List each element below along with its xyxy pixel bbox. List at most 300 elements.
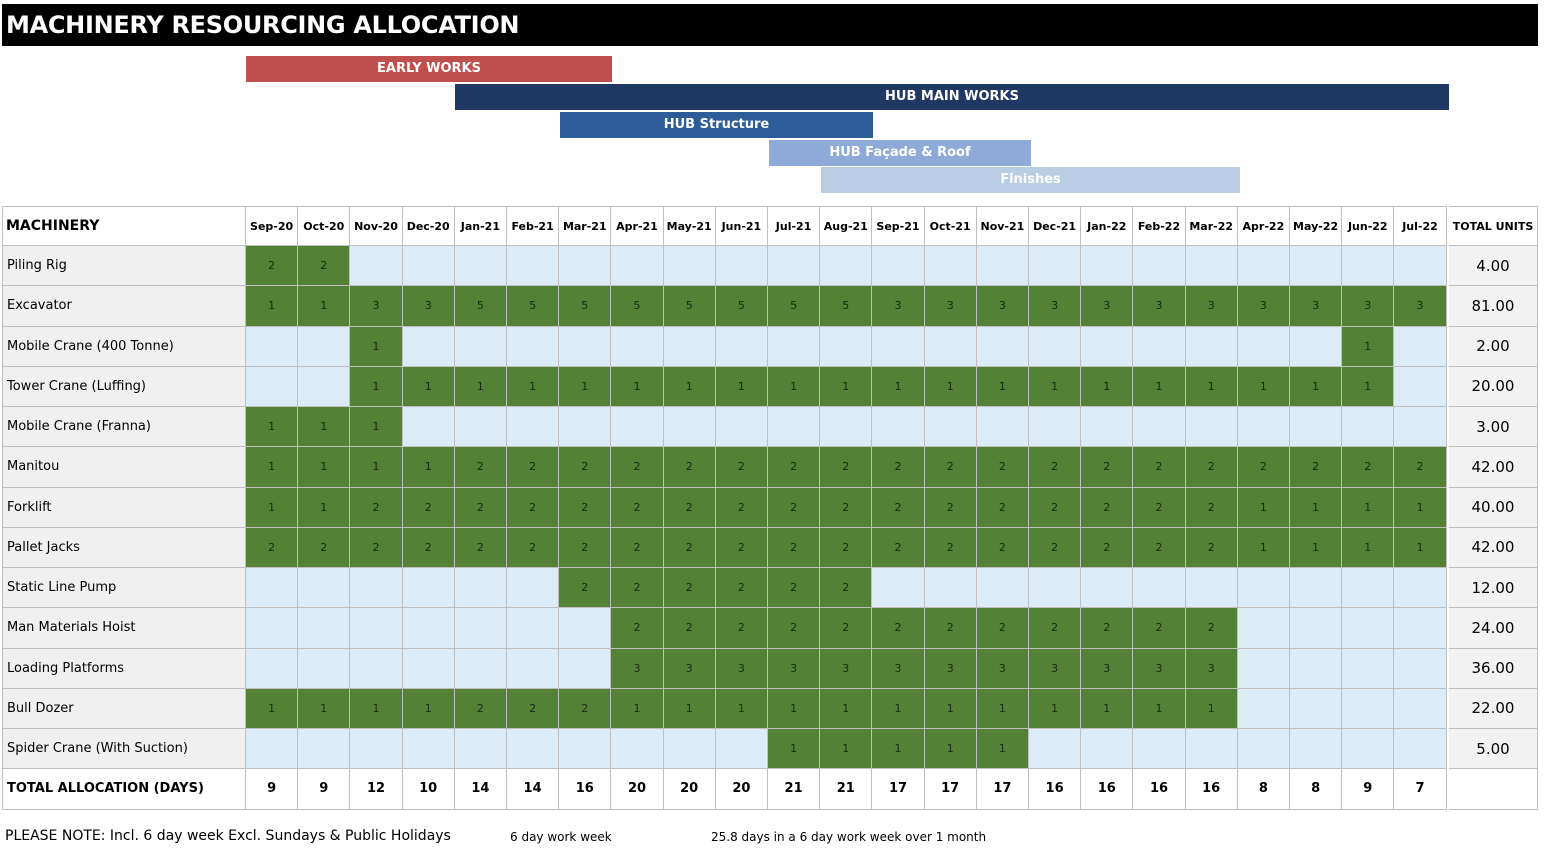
- total-units-cell: 22.00: [1449, 689, 1538, 729]
- phase-label: HUB MAIN WORKS: [885, 89, 1019, 104]
- allocation-cell: 1: [246, 407, 298, 447]
- allocation-cell: 1: [925, 367, 977, 407]
- allocation-cell: 3: [350, 286, 402, 326]
- month-header: Oct-20: [298, 206, 350, 246]
- allocation-cell: 3: [1186, 649, 1238, 689]
- allocation-cell: 2: [768, 568, 820, 608]
- allocation-cell: 5: [664, 286, 716, 326]
- allocation-cell: [403, 246, 455, 286]
- allocation-cell: [1238, 649, 1290, 689]
- allocation-cell: 2: [350, 488, 402, 528]
- phase-label: HUB Structure: [663, 117, 770, 132]
- allocation-cell: [1290, 689, 1342, 729]
- allocation-cell: [1029, 246, 1081, 286]
- allocation-cell: [1238, 689, 1290, 729]
- allocation-cell: [1290, 608, 1342, 648]
- total-allocation-cell: 21: [768, 769, 820, 809]
- total-allocation-cell: 20: [611, 769, 663, 809]
- allocation-cell: [1133, 327, 1185, 367]
- allocation-cell: [1394, 608, 1446, 648]
- allocation-cell: 1: [350, 367, 402, 407]
- total-units-cell: 12.00: [1449, 568, 1538, 608]
- allocation-cell: 3: [664, 649, 716, 689]
- total-allocation-cell: 16: [1081, 769, 1133, 809]
- allocation-cell: [716, 407, 768, 447]
- allocation-cell: [1133, 407, 1185, 447]
- allocation-cell: [611, 246, 663, 286]
- allocation-cell: 2: [1081, 528, 1133, 568]
- allocation-cell: 1: [768, 367, 820, 407]
- month-header: Feb-21: [507, 206, 559, 246]
- allocation-cell: [1290, 327, 1342, 367]
- allocation-cell: 2: [872, 488, 924, 528]
- allocation-cell: 2: [664, 488, 716, 528]
- machinery-name: Pallet Jacks: [2, 528, 246, 568]
- allocation-cell: [768, 327, 820, 367]
- allocation-cell: [664, 407, 716, 447]
- allocation-cell: 2: [611, 608, 663, 648]
- allocation-cell: 2: [1029, 608, 1081, 648]
- total-allocation-cell: 8: [1290, 769, 1342, 809]
- allocation-cell: 2: [716, 568, 768, 608]
- allocation-cell: 2: [507, 689, 559, 729]
- allocation-cell: [455, 246, 507, 286]
- allocation-cell: 3: [925, 286, 977, 326]
- allocation-cell: 2: [1133, 488, 1185, 528]
- allocation-cell: [507, 729, 559, 769]
- allocation-cell: 2: [716, 447, 768, 487]
- allocation-cell: [403, 649, 455, 689]
- allocation-cell: 2: [1081, 488, 1133, 528]
- allocation-cell: [872, 568, 924, 608]
- allocation-cell: [1238, 327, 1290, 367]
- allocation-cell: [507, 246, 559, 286]
- total-units-cell: 20.00: [1449, 367, 1538, 407]
- allocation-cell: 1: [1290, 528, 1342, 568]
- allocation-cell: 5: [455, 286, 507, 326]
- allocation-cell: [1290, 407, 1342, 447]
- total-units-cell: 42.00: [1449, 447, 1538, 487]
- allocation-cell: 2: [455, 488, 507, 528]
- allocation-cell: 2: [350, 528, 402, 568]
- allocation-cell: [1290, 568, 1342, 608]
- total-allocation-cell: 9: [1342, 769, 1394, 809]
- month-header: Jan-21: [455, 206, 507, 246]
- month-header: Sep-20: [246, 206, 298, 246]
- allocation-cell: 2: [403, 528, 455, 568]
- allocation-cell: [350, 649, 402, 689]
- allocation-cell: 2: [455, 447, 507, 487]
- allocation-cell: 1: [1186, 689, 1238, 729]
- allocation-cell: 2: [507, 447, 559, 487]
- allocation-cell: 1: [611, 367, 663, 407]
- allocation-cell: 2: [664, 568, 716, 608]
- total-allocation-cell: 9: [298, 769, 350, 809]
- allocation-cell: 3: [403, 286, 455, 326]
- allocation-cell: 1: [298, 407, 350, 447]
- allocation-cell: 2: [455, 528, 507, 568]
- month-header: Jun-21: [716, 206, 768, 246]
- allocation-cell: [403, 568, 455, 608]
- phase-label: Finishes: [1000, 172, 1061, 187]
- allocation-cell: 2: [872, 447, 924, 487]
- allocation-cell: [507, 407, 559, 447]
- allocation-cell: [977, 246, 1029, 286]
- allocation-cell: 3: [768, 649, 820, 689]
- allocation-cell: 1: [1394, 528, 1446, 568]
- allocation-cell: 1: [246, 286, 298, 326]
- allocation-cell: 1: [611, 689, 663, 729]
- machinery-name: Man Materials Hoist: [2, 608, 246, 648]
- allocation-cell: 1: [820, 367, 872, 407]
- month-header: Nov-21: [977, 206, 1029, 246]
- allocation-cell: [1394, 327, 1446, 367]
- month-header: Apr-21: [611, 206, 663, 246]
- allocation-cell: 2: [977, 488, 1029, 528]
- allocation-cell: 1: [716, 367, 768, 407]
- allocation-cell: [1238, 568, 1290, 608]
- allocation-cell: [246, 327, 298, 367]
- month-header: Jan-22: [1081, 206, 1133, 246]
- allocation-cell: 5: [507, 286, 559, 326]
- allocation-cell: 1: [1238, 367, 1290, 407]
- allocation-cell: [455, 568, 507, 608]
- allocation-cell: 2: [716, 608, 768, 648]
- allocation-cell: [507, 568, 559, 608]
- allocation-cell: [925, 568, 977, 608]
- allocation-cell: [716, 327, 768, 367]
- machinery-header: MACHINERY: [2, 206, 246, 246]
- allocation-cell: 2: [1290, 447, 1342, 487]
- allocation-cell: 3: [1238, 286, 1290, 326]
- allocation-cell: [350, 568, 402, 608]
- allocation-cell: [246, 568, 298, 608]
- allocation-cell: 2: [768, 447, 820, 487]
- allocation-cell: [455, 729, 507, 769]
- allocation-cell: [1394, 689, 1446, 729]
- allocation-cell: 1: [1342, 488, 1394, 528]
- allocation-cell: 1: [716, 689, 768, 729]
- allocation-cell: 2: [1029, 528, 1081, 568]
- allocation-cell: [872, 327, 924, 367]
- allocation-cell: 2: [716, 488, 768, 528]
- allocation-cell: [559, 608, 611, 648]
- allocation-cell: 3: [1186, 286, 1238, 326]
- allocation-cell: 2: [1133, 447, 1185, 487]
- allocation-cell: [925, 327, 977, 367]
- allocation-cell: [403, 608, 455, 648]
- allocation-cell: 2: [664, 528, 716, 568]
- allocation-cell: 1: [350, 689, 402, 729]
- allocation-cell: 2: [664, 608, 716, 648]
- allocation-cell: 1: [298, 488, 350, 528]
- total-allocation-cell: 8: [1238, 769, 1290, 809]
- allocation-cell: [507, 608, 559, 648]
- allocation-cell: [1342, 729, 1394, 769]
- allocation-cell: [977, 568, 1029, 608]
- allocation-cell: 1: [403, 367, 455, 407]
- allocation-cell: [820, 407, 872, 447]
- machinery-name: Spider Crane (With Suction): [2, 729, 246, 769]
- month-header: Sep-21: [872, 206, 924, 246]
- allocation-cell: 1: [455, 367, 507, 407]
- phase-label: EARLY WORKS: [377, 61, 481, 76]
- allocation-cell: 1: [350, 447, 402, 487]
- total-allocation-cell: 21: [820, 769, 872, 809]
- total-units-cell: 42.00: [1449, 528, 1538, 568]
- allocation-cell: [403, 407, 455, 447]
- allocation-cell: [1238, 729, 1290, 769]
- total-units-header: TOTAL UNITS: [1449, 206, 1538, 246]
- allocation-cell: 2: [820, 447, 872, 487]
- total-allocation-cell: 20: [716, 769, 768, 809]
- allocation-cell: 2: [559, 528, 611, 568]
- allocation-cell: 1: [1186, 367, 1238, 407]
- machinery-name: Mobile Crane (400 Tonne): [2, 327, 246, 367]
- machinery-name: Mobile Crane (Franna): [2, 407, 246, 447]
- allocation-cell: 2: [820, 568, 872, 608]
- allocation-cell: [1029, 407, 1081, 447]
- allocation-cell: [1081, 568, 1133, 608]
- allocation-cell: [1394, 729, 1446, 769]
- allocation-cell: 2: [1133, 528, 1185, 568]
- allocation-cell: 2: [559, 689, 611, 729]
- allocation-cell: [507, 327, 559, 367]
- allocation-cell: [716, 729, 768, 769]
- allocation-cell: 3: [1290, 286, 1342, 326]
- allocation-cell: 2: [1081, 608, 1133, 648]
- allocation-cell: 2: [1133, 608, 1185, 648]
- allocation-cell: 2: [925, 528, 977, 568]
- allocation-cell: 1: [1342, 367, 1394, 407]
- allocation-cell: 1: [350, 407, 402, 447]
- allocation-cell: 2: [820, 608, 872, 648]
- allocation-cell: 2: [1186, 528, 1238, 568]
- total-units-cell: 2.00: [1449, 327, 1538, 367]
- month-header: Jun-22: [1342, 206, 1394, 246]
- allocation-cell: 1: [1290, 367, 1342, 407]
- allocation-cell: 2: [768, 608, 820, 648]
- machinery-name: Bull Dozer: [2, 689, 246, 729]
- allocation-cell: [1342, 407, 1394, 447]
- allocation-cell: 1: [1238, 488, 1290, 528]
- month-header: Dec-21: [1029, 206, 1081, 246]
- allocation-cell: [246, 649, 298, 689]
- allocation-cell: 5: [611, 286, 663, 326]
- allocation-cell: [1081, 407, 1133, 447]
- allocation-cell: 1: [298, 447, 350, 487]
- allocation-cell: [1394, 407, 1446, 447]
- machinery-name: Piling Rig: [2, 246, 246, 286]
- allocation-cell: [1290, 649, 1342, 689]
- allocation-cell: [298, 327, 350, 367]
- allocation-cell: [1342, 246, 1394, 286]
- allocation-cell: 5: [559, 286, 611, 326]
- total-units-cell: 4.00: [1449, 246, 1538, 286]
- machinery-name: Tower Crane (Luffing): [2, 367, 246, 407]
- allocation-cell: [1133, 246, 1185, 286]
- allocation-cell: [1186, 568, 1238, 608]
- month-header: Jul-21: [768, 206, 820, 246]
- allocation-cell: 2: [403, 488, 455, 528]
- allocation-cell: 1: [977, 367, 1029, 407]
- allocation-cell: 2: [1081, 447, 1133, 487]
- allocation-cell: [1081, 327, 1133, 367]
- allocation-cell: 2: [820, 488, 872, 528]
- allocation-cell: [1081, 729, 1133, 769]
- allocation-cell: 3: [1081, 286, 1133, 326]
- allocation-cell: 1: [246, 488, 298, 528]
- allocation-cell: [350, 246, 402, 286]
- month-header: Dec-20: [403, 206, 455, 246]
- allocation-cell: 2: [977, 528, 1029, 568]
- allocation-cell: 1: [1290, 488, 1342, 528]
- month-header: Apr-22: [1238, 206, 1290, 246]
- allocation-cell: 1: [246, 689, 298, 729]
- allocation-cell: 1: [1342, 528, 1394, 568]
- allocation-cell: [559, 729, 611, 769]
- allocation-cell: 2: [1029, 488, 1081, 528]
- allocation-cell: 1: [1133, 367, 1185, 407]
- total-units-cell: 36.00: [1449, 649, 1538, 689]
- total-allocation-cell: 17: [872, 769, 924, 809]
- allocation-cell: 1: [298, 286, 350, 326]
- allocation-cell: 3: [1133, 649, 1185, 689]
- allocation-cell: [350, 729, 402, 769]
- allocation-cell: [1394, 367, 1446, 407]
- allocation-cell: 1: [1394, 488, 1446, 528]
- allocation-cell: [1342, 649, 1394, 689]
- allocation-cell: 1: [1342, 327, 1394, 367]
- allocation-cell: 2: [872, 608, 924, 648]
- allocation-cell: 1: [925, 689, 977, 729]
- allocation-cell: [1342, 608, 1394, 648]
- total-allocation-cell: 17: [977, 769, 1029, 809]
- phase-label: HUB Façade & Roof: [829, 145, 971, 160]
- allocation-cell: 3: [872, 649, 924, 689]
- allocation-cell: 1: [872, 367, 924, 407]
- allocation-cell: 3: [1081, 649, 1133, 689]
- allocation-cell: [246, 367, 298, 407]
- allocation-cell: 3: [872, 286, 924, 326]
- allocation-cell: [1238, 246, 1290, 286]
- allocation-cell: [1133, 568, 1185, 608]
- allocation-cell: [1081, 246, 1133, 286]
- note-days-per-month: 25.8 days in a 6 day work week over 1 month: [711, 830, 987, 844]
- allocation-cell: 1: [768, 689, 820, 729]
- allocation-cell: [925, 407, 977, 447]
- allocation-cell: [403, 729, 455, 769]
- allocation-cell: [559, 649, 611, 689]
- total-allocation-cell: 16: [1029, 769, 1081, 809]
- allocation-cell: 2: [872, 528, 924, 568]
- allocation-cell: 1: [246, 447, 298, 487]
- allocation-cell: [559, 327, 611, 367]
- allocation-cell: 2: [1238, 447, 1290, 487]
- allocation-cell: [1394, 568, 1446, 608]
- allocation-cell: 2: [455, 689, 507, 729]
- allocation-cell: 2: [977, 608, 1029, 648]
- total-allocation-cell: 16: [1186, 769, 1238, 809]
- month-header: May-21: [664, 206, 716, 246]
- allocation-cell: 2: [611, 528, 663, 568]
- allocation-cell: [925, 246, 977, 286]
- machinery-name: Manitou: [2, 447, 246, 487]
- allocation-cell: 2: [1342, 447, 1394, 487]
- allocation-cell: [611, 729, 663, 769]
- allocation-cell: [559, 407, 611, 447]
- allocation-cell: [768, 246, 820, 286]
- month-header: Nov-20: [350, 206, 402, 246]
- allocation-cell: 2: [559, 447, 611, 487]
- allocation-cell: 1: [298, 689, 350, 729]
- allocation-cell: 1: [820, 689, 872, 729]
- allocation-cell: 1: [559, 367, 611, 407]
- allocation-cell: 2: [925, 608, 977, 648]
- month-header: Aug-21: [820, 206, 872, 246]
- allocation-cell: 1: [1238, 528, 1290, 568]
- machinery-name: Excavator: [2, 286, 246, 326]
- allocation-cell: 2: [246, 528, 298, 568]
- allocation-cell: [611, 407, 663, 447]
- allocation-cell: [611, 327, 663, 367]
- total-allocation-cell: 20: [664, 769, 716, 809]
- allocation-cell: 1: [1133, 689, 1185, 729]
- total-allocation-cell: 14: [455, 769, 507, 809]
- machinery-name: Forklift: [2, 488, 246, 528]
- allocation-cell: [768, 407, 820, 447]
- allocation-cell: 2: [977, 447, 1029, 487]
- allocation-cell: 3: [1029, 286, 1081, 326]
- allocation-cell: 2: [507, 488, 559, 528]
- allocation-cell: [872, 407, 924, 447]
- allocation-cell: 2: [1029, 447, 1081, 487]
- allocation-cell: [559, 246, 611, 286]
- allocation-cell: 1: [507, 367, 559, 407]
- allocation-cell: [455, 608, 507, 648]
- allocation-cell: 2: [1394, 447, 1446, 487]
- allocation-cell: [872, 246, 924, 286]
- total-units-cell: 3.00: [1449, 407, 1538, 447]
- note-public-holidays: PLEASE NOTE: Incl. 6 day week Excl. Sundays & Public Holidays: [5, 828, 451, 844]
- allocation-cell: 2: [559, 568, 611, 608]
- allocation-cell: [716, 246, 768, 286]
- allocation-cell: [820, 246, 872, 286]
- allocation-cell: 1: [1029, 689, 1081, 729]
- allocation-cell: 1: [350, 327, 402, 367]
- allocation-cell: [455, 649, 507, 689]
- allocation-cell: [977, 407, 1029, 447]
- allocation-cell: 2: [1186, 608, 1238, 648]
- total-allocation-cell: 10: [403, 769, 455, 809]
- total-allocation-cell: 16: [1133, 769, 1185, 809]
- allocation-cell: [298, 649, 350, 689]
- allocation-cell: [1394, 246, 1446, 286]
- total-allocation-cell: 16: [559, 769, 611, 809]
- allocation-cell: 2: [716, 528, 768, 568]
- total-allocation-cell: 9: [246, 769, 298, 809]
- page-title: MACHINERY RESOURCING ALLOCATION: [2, 4, 1538, 46]
- allocation-cell: [1029, 327, 1081, 367]
- allocation-cell: 1: [664, 689, 716, 729]
- allocation-cell: [1186, 246, 1238, 286]
- total-units-cell: 81.00: [1449, 286, 1538, 326]
- allocation-cell: 2: [1186, 447, 1238, 487]
- allocation-cell: [1029, 729, 1081, 769]
- month-header: Mar-21: [559, 206, 611, 246]
- allocation-cell: 3: [716, 649, 768, 689]
- month-header: Feb-22: [1133, 206, 1185, 246]
